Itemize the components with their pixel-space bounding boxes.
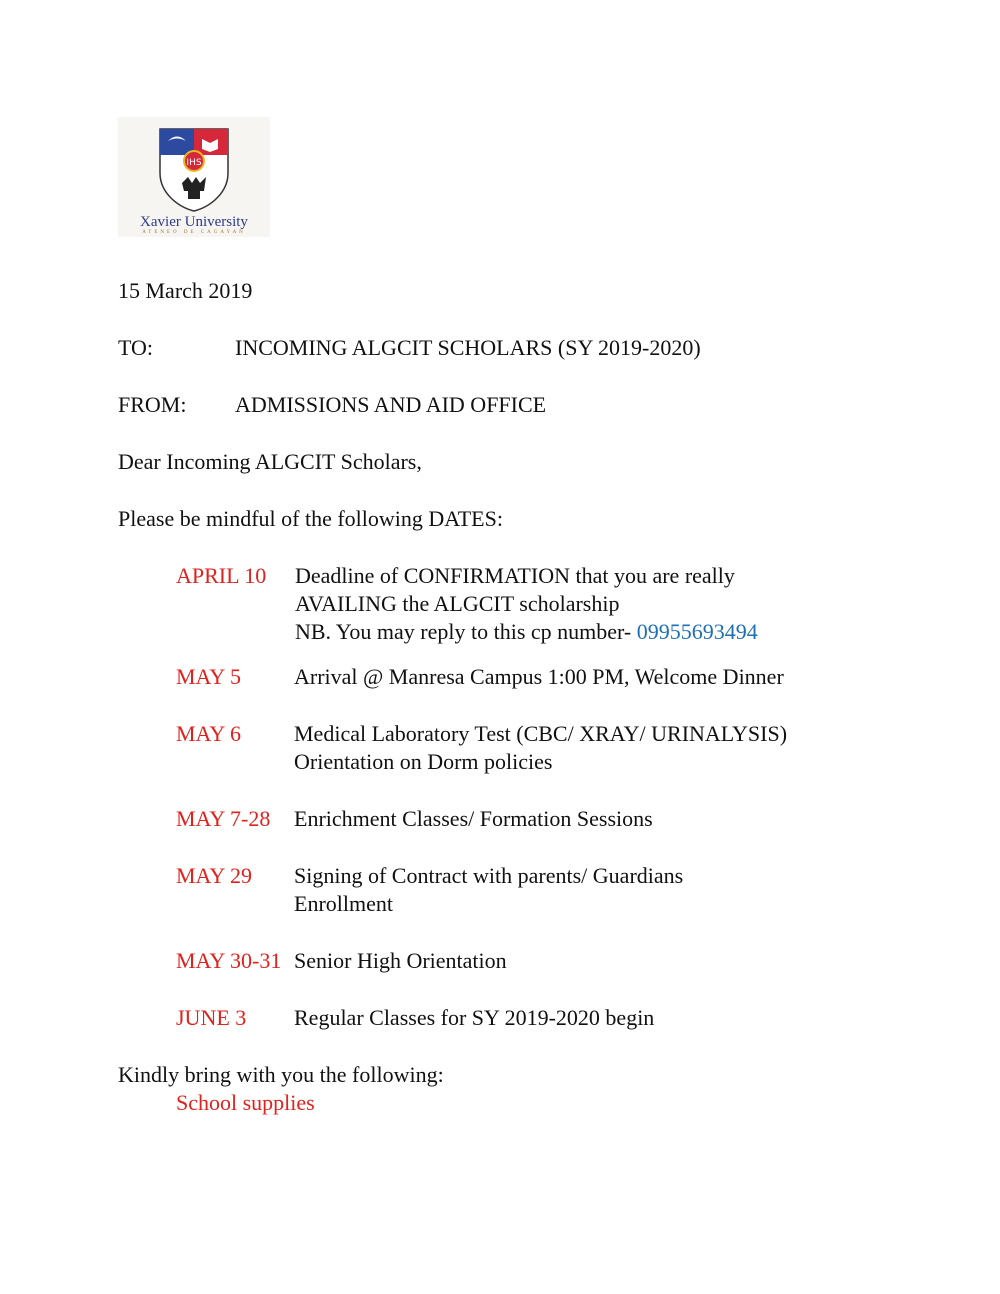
university-subtitle: ATENEO DE CAGAYAN [142, 230, 246, 235]
schedule-date: MAY 7-28 [176, 806, 271, 831]
schedule-line-with-phone [295, 618, 758, 646]
schedule-line: Senior High Orientation [294, 948, 507, 973]
schedule-date: APRIL 10 [176, 563, 267, 588]
intro-text: Please be mindful of the following DATES: [118, 506, 503, 531]
to-label: TO: [118, 335, 154, 360]
university-name: Xavier University [140, 214, 248, 230]
schedule-date: MAY 6 [176, 721, 242, 746]
to-value: INCOMING ALGCIT SCHOLARS (SY 2019-2020) [235, 335, 701, 360]
schedule-line: Regular Classes for SY 2019-2020 begin [294, 1005, 655, 1030]
schedule-line: NB. You may reply to this cp number- [295, 619, 637, 644]
schedule-line: Signing of Contract with parents/ Guardians [294, 863, 684, 888]
schedule-line: Orientation on Dorm policies [294, 749, 553, 774]
university-logo [118, 117, 270, 237]
schedule-line: Enrichment Classes/ Formation Sessions [294, 806, 653, 831]
shield-crest-icon [158, 127, 230, 213]
bring-item: School supplies [176, 1090, 315, 1115]
schedule-line: Medical Laboratory Test (CBC/ XRAY/ URINALYSIS) [294, 721, 788, 746]
schedule-date: MAY 30-31 [176, 948, 282, 973]
schedule-line: Enrollment [294, 891, 393, 916]
schedule-line: Deadline of CONFIRMATION that you are really [295, 563, 735, 588]
schedule-date: MAY 5 [176, 664, 242, 689]
schedule-date: MAY 29 [176, 863, 253, 888]
schedule-date: JUNE 3 [176, 1005, 247, 1030]
from-label: FROM: [118, 392, 187, 417]
from-value: ADMISSIONS AND AID OFFICE [235, 392, 547, 417]
letter-date: 15 March 2019 [118, 278, 253, 303]
svg-text:IHS: IHS [186, 158, 202, 168]
greeting: Dear Incoming ALGCIT Scholars, [118, 449, 422, 474]
schedule-line: AVAILING the ALGCIT scholarship [295, 591, 620, 616]
phone-number[interactable]: 09955693494 [636, 619, 758, 644]
bring-heading: Kindly bring with you the following: [118, 1062, 444, 1087]
schedule-line: Arrival @ Manresa Campus 1:00 PM, Welcome Dinner [294, 664, 784, 689]
